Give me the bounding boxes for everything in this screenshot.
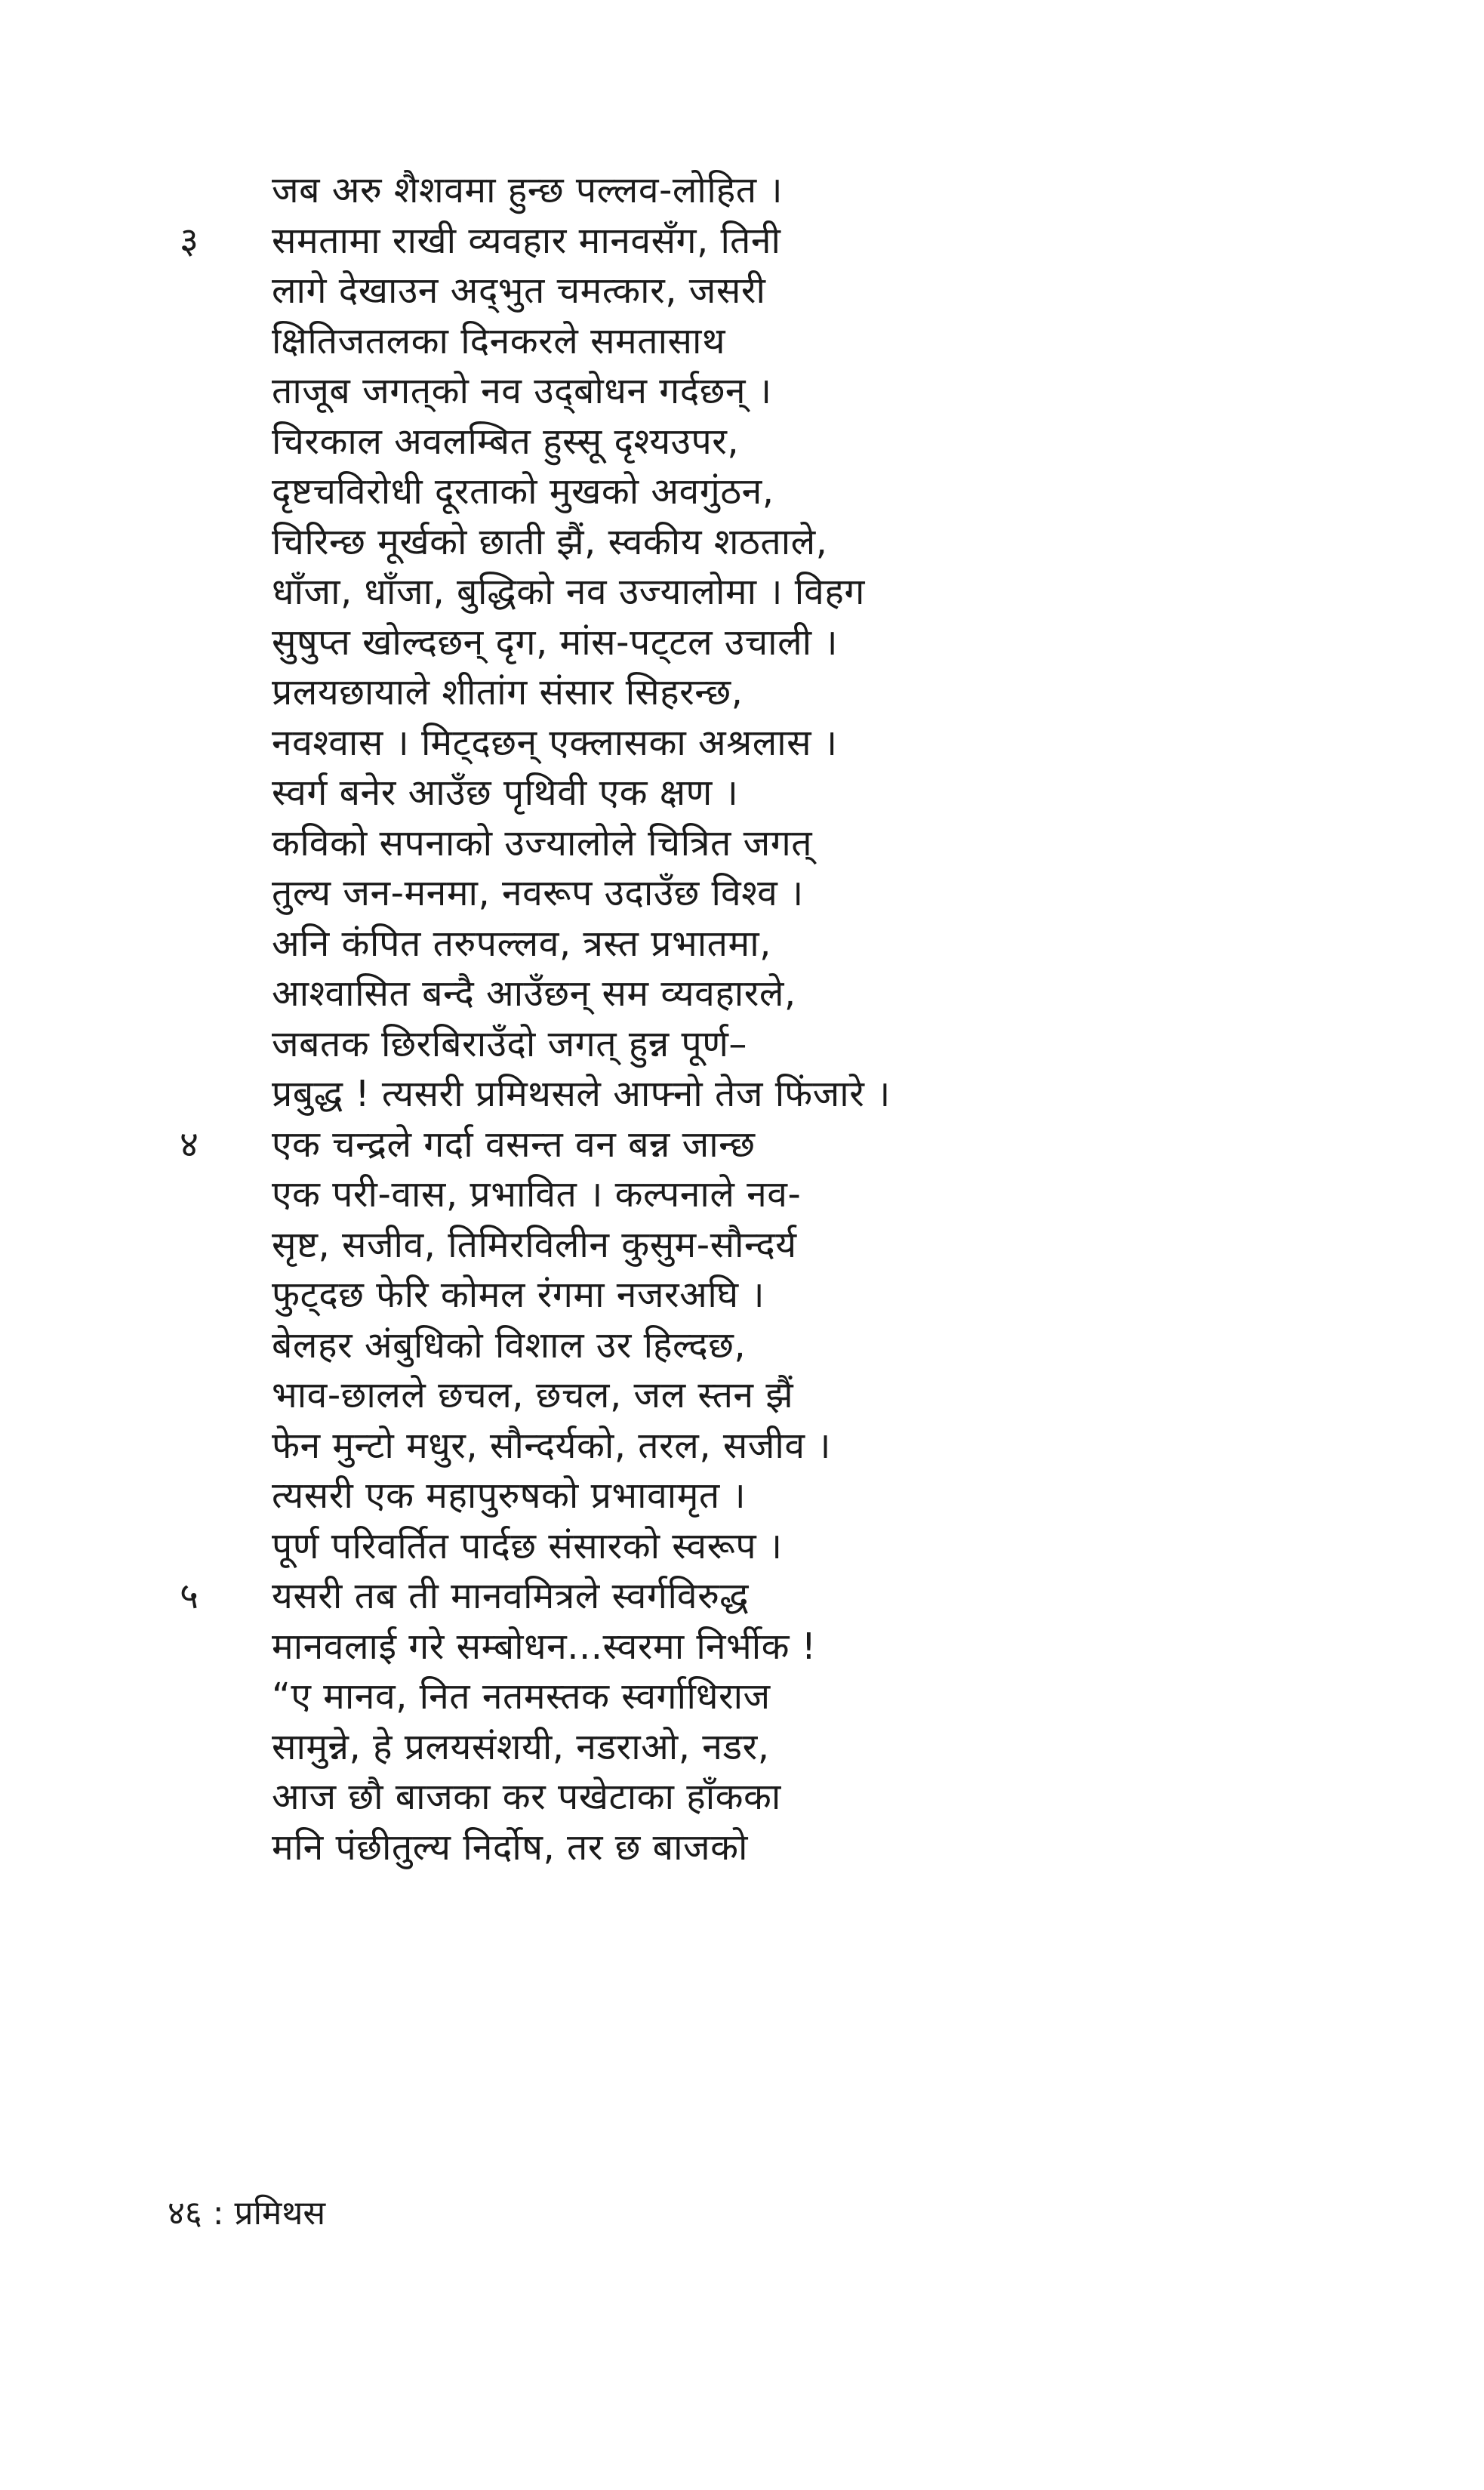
poem-line: सुषुप्त खोल्दछन्‌ दृग, मांस-पट्‌टल उचाली । <box>272 621 839 664</box>
poem-line: ताजूब जगत्‌को नव उद्‌बोधन गर्दछन्‌ । <box>272 370 772 412</box>
poem-line: एक चन्द्रले गर्दा वसन्त वन बन्न जान्छ <box>272 1123 756 1166</box>
poem-line: जबतक छिरबिराउँदो जगत्‌ हुन्न पूर्ण– <box>272 1023 747 1065</box>
poem-line: जब अरु शैशवमा हुन्छ पल्लव-लोहित । <box>272 169 784 211</box>
poem-line: प्रबुद्ध ! त्यसरी प्रमिथसले आफ्नो तेज फिंजारे । <box>272 1073 891 1115</box>
poem-line: एक परी-वास, प्रभावित । कल्पनाले नव- <box>272 1173 802 1216</box>
poem-line: त्यसरी एक महापुरुषको प्रभावामृत । <box>272 1475 747 1517</box>
poem-line: मानवलाई गरे सम्बोधन...स्वरमा निर्भीक ! <box>272 1626 817 1668</box>
poem-line: लागे देखाउन अद्‌भुत चमत्कार, जसरी <box>272 270 766 312</box>
poem-line: आज छौ बाजका कर पखेटाका हाँकका <box>272 1776 781 1818</box>
poem-line: आश्वासित बन्दै आउँछन्‌ सम व्यवहारले, <box>272 972 796 1015</box>
stanza-number: ४ <box>180 1123 199 1166</box>
poem-line: मनि पंछीतुल्य निर्दोष, तर छ बाजको <box>272 1826 748 1869</box>
page-footer: ४६ : प्रमिथस <box>168 2194 326 2233</box>
poem-line: कविको सपनाको उज्यालोले चित्रित जगत्‌ <box>272 822 813 864</box>
poem-line: सृष्ट, सजीव, तिमिरविलीन कुसुम-सौन्दर्य <box>272 1224 797 1266</box>
stanza-number: ३ <box>180 220 199 262</box>
poem-line: फेन मुन्टो मधुर, सौन्दर्यको, तरल, सजीव । <box>272 1425 831 1467</box>
poem-line: धाँजा, धाँजा, बुद्धिको नव उज्यालोमा । विहग <box>272 571 865 613</box>
poem-line: चिरकाल अवलम्बित हुस्सू दृश्यउपर, <box>272 421 740 463</box>
poem-line: पूर्ण परिवर्तित पार्दछ संसारको स्वरूप । <box>272 1525 783 1567</box>
poem-line: तुल्य जन-मनमा, नवरूप उदाउँछ विश्व । <box>272 872 804 914</box>
poem-line: यसरी तब ती मानवमित्रले स्वर्गविरुद्ध <box>272 1575 750 1617</box>
poem-line: प्रलयछायाले शीतांग संसार सिहरन्छ, <box>272 671 744 713</box>
poem-line: समतामा राखी व्यवहार मानवसँग, तिनी <box>272 220 781 262</box>
poem-line: “ए मानव, नित नतमस्तक स्वर्गाधिराज <box>272 1675 771 1718</box>
poem-line: फुट्‌दछ फेरि कोमल रंगमा नजरअघि । <box>272 1274 765 1316</box>
poem-line: भाव-छालले छचल, छचल, जल स्तन झैं <box>272 1374 794 1416</box>
poem-line: सामुन्ने, हे प्रलयसंशयी, नडराओ, नडर, <box>272 1726 770 1768</box>
poem-line: चिरिन्छ मूर्खको छाती झैं, स्वकीय शठताले, <box>272 521 828 563</box>
poem-line: स्वर्ग बनेर आउँछ पृथिवी एक क्षण । <box>272 772 739 814</box>
poem-line: अनि कंपित तरुपल्लव, त्रस्त प्रभातमा, <box>272 923 771 965</box>
poem-line: दृष्टचविरोधी दूरताको मुखको अवगुंठन, <box>272 470 774 513</box>
poem-line: नवश्वास । मिट्‌दछन्‌ एक्लासका अश्रलास । <box>272 722 838 764</box>
stanza-number: ५ <box>180 1575 199 1617</box>
poem-line: क्षितिजतलका दिनकरले समतासाथ <box>272 320 726 362</box>
poem-line: बेलहर अंबुधिको विशाल उर हिल्दछ, <box>272 1324 747 1367</box>
